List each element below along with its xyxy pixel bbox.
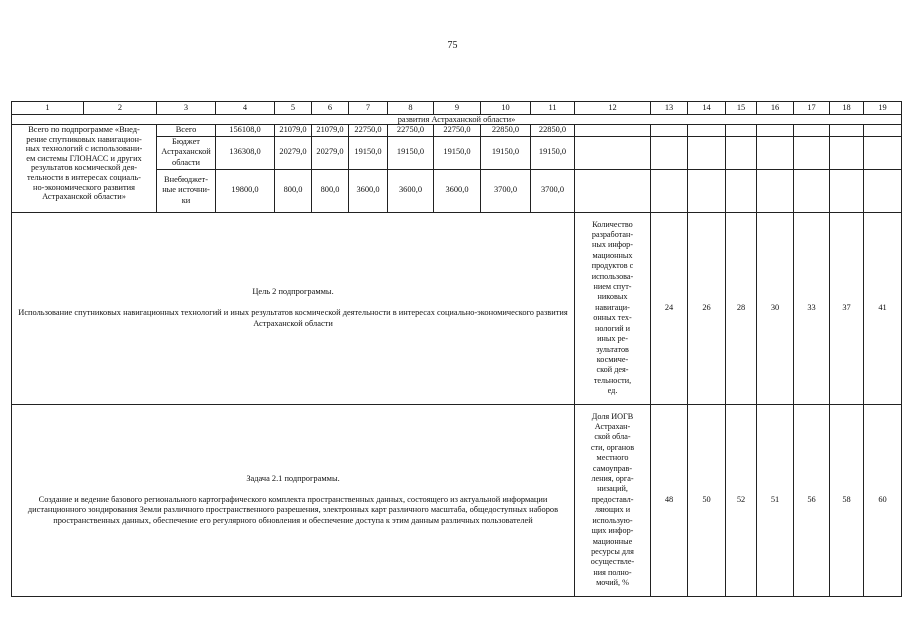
header-cell: 17 [794, 102, 830, 115]
header-cell: 18 [830, 102, 864, 115]
funding-value: 19150,0 [349, 136, 388, 169]
task-title: Задача 2.1 подпрограммы. [246, 473, 340, 483]
header-cell: 13 [651, 102, 688, 115]
task-indicator: Доля ИОГВ Астрахан- ской обла- сти, органов местного самоуправ- ления, орга- низаций, предоставл- ляющих и использую- щих инфор- мационные ресурсы для осуществле- ния полно- мочий, % [575, 404, 651, 596]
empty-cell [651, 169, 688, 212]
empty-cell [688, 169, 726, 212]
empty-cell [864, 169, 902, 212]
task-value: 48 [651, 404, 688, 596]
header-cell: 14 [688, 102, 726, 115]
empty-cell [794, 136, 830, 169]
empty-cell [726, 125, 757, 137]
program-label-line: Астраханской области» [42, 192, 126, 202]
task-value: 56 [794, 404, 830, 596]
funding-value: 3600,0 [388, 169, 434, 212]
funding-value: 19800,0 [216, 169, 275, 212]
empty-cell [726, 169, 757, 212]
header-cell: 19 [864, 102, 902, 115]
empty-cell [864, 136, 902, 169]
header-cell: 5 [275, 102, 312, 115]
funding-source: Внебюджет- ные источни- ки [157, 169, 216, 212]
empty-cell [757, 169, 794, 212]
goal-text: Использование спутниковых навигационных технологий и иных результатов космической деятельности в интересах социально-экономического развития Астраханской области [18, 308, 568, 328]
header-cell: 16 [757, 102, 794, 115]
goal-cell [12, 212, 575, 404]
task-value: 51 [757, 404, 794, 596]
funding-value: 22750,0 [388, 125, 434, 137]
empty-cell [575, 136, 651, 169]
program-label-line: ных технологий с использовани- [25, 144, 143, 154]
funding-value: 22750,0 [349, 125, 388, 137]
empty-cell [575, 125, 651, 137]
funding-value: 3600,0 [349, 169, 388, 212]
header-cell: 15 [726, 102, 757, 115]
funding-value: 3700,0 [531, 169, 575, 212]
empty-cell [726, 136, 757, 169]
header-cell: 4 [216, 102, 275, 115]
header-cell: 7 [349, 102, 388, 115]
funding-value: 22750,0 [434, 125, 481, 137]
funding-value: 3600,0 [434, 169, 481, 212]
funding-value: 20279,0 [275, 136, 312, 169]
goal-value: 33 [794, 212, 830, 404]
goal-value: 41 [864, 212, 902, 404]
empty-cell [757, 136, 794, 169]
task-row [12, 404, 902, 596]
funding-value: 22850,0 [531, 125, 575, 137]
header-cell: 1 [12, 102, 84, 115]
funding-value: 19150,0 [388, 136, 434, 169]
funding-value: 3700,0 [481, 169, 531, 212]
goal-value: 24 [651, 212, 688, 404]
funding-value: 21079,0 [275, 125, 312, 137]
header-cell: 11 [531, 102, 575, 115]
funding-value: 156108,0 [216, 125, 275, 137]
goal-indicator: Количество разработан- ных инфор- мационных продуктов с использова- нием спут- никовых навигаци- онных тех- нологий и иных ре- зультатов космиче- ской дея- тельности, ед. [575, 212, 651, 404]
task-value: 60 [864, 404, 902, 596]
program-label-line: результатов космической дея- [30, 163, 138, 173]
empty-cell [688, 136, 726, 169]
funding-value: 136308,0 [216, 136, 275, 169]
funding-source: Всего [157, 125, 216, 137]
task-value: 52 [726, 404, 757, 596]
empty-cell [830, 125, 864, 137]
goal-value: 37 [830, 212, 864, 404]
page-number: 75 [447, 40, 458, 51]
goal-row [12, 212, 902, 404]
goal-value: 26 [688, 212, 726, 404]
header-cell: 12 [575, 102, 651, 115]
goal-title: Цель 2 подпрограммы. [252, 286, 334, 296]
funding-row-total [12, 125, 902, 137]
header-cell: 9 [434, 102, 481, 115]
goal-value: 30 [757, 212, 794, 404]
header-cell: 3 [157, 102, 216, 115]
program-label-line: но-экономического развития [32, 182, 135, 192]
header-cell: 8 [388, 102, 434, 115]
empty-cell [575, 169, 651, 212]
funding-value: 800,0 [275, 169, 312, 212]
funding-source: Бюджет Астраханской области [157, 136, 216, 169]
empty-cell [651, 125, 688, 137]
empty-cell [757, 125, 794, 137]
funding-value: 19150,0 [481, 136, 531, 169]
empty-cell [688, 125, 726, 137]
empty-cell [794, 125, 830, 137]
header-cell: 6 [312, 102, 349, 115]
empty-cell [830, 136, 864, 169]
funding-value: 800,0 [312, 169, 349, 212]
subheader-row [12, 115, 902, 125]
header-cell: 2 [84, 102, 157, 115]
empty-cell [651, 136, 688, 169]
program-label-line: Всего по подпрограмме «Внед- [28, 125, 140, 134]
funding-value: 20279,0 [312, 136, 349, 169]
task-text: Создание и ведение базового регионального картографического комплекта пространственных данных, состоящего из актуальной информации дистанционного зондирования Земли различного пространственного разрешения, электронных карт различного масштаба, общедоступных наборов пространственных данных, обеспечение его регулярного обновления и обеспечение доступа к этим данным различных пользователей [27, 494, 559, 525]
task-value: 58 [830, 404, 864, 596]
funding-value: 21079,0 [312, 125, 349, 137]
goal-value: 28 [726, 212, 757, 404]
task-cell [12, 404, 575, 596]
indicators-table [11, 101, 902, 597]
header-row [12, 102, 902, 115]
program-label-line: тельности в интересах социаль- [27, 172, 141, 182]
program-label-line: рение спутниковых навигацион- [26, 134, 142, 144]
empty-cell [794, 169, 830, 212]
empty-cell [864, 125, 902, 137]
empty-cell [830, 169, 864, 212]
program-label [12, 125, 157, 213]
funding-value: 22850,0 [481, 125, 531, 137]
funding-value: 19150,0 [531, 136, 575, 169]
program-label-line: ем системы ГЛОНАСС и других [26, 153, 142, 163]
funding-value: 19150,0 [434, 136, 481, 169]
header-cell: 10 [481, 102, 531, 115]
task-value: 50 [688, 404, 726, 596]
subheader-text: развития Астраханской области» [12, 115, 902, 125]
